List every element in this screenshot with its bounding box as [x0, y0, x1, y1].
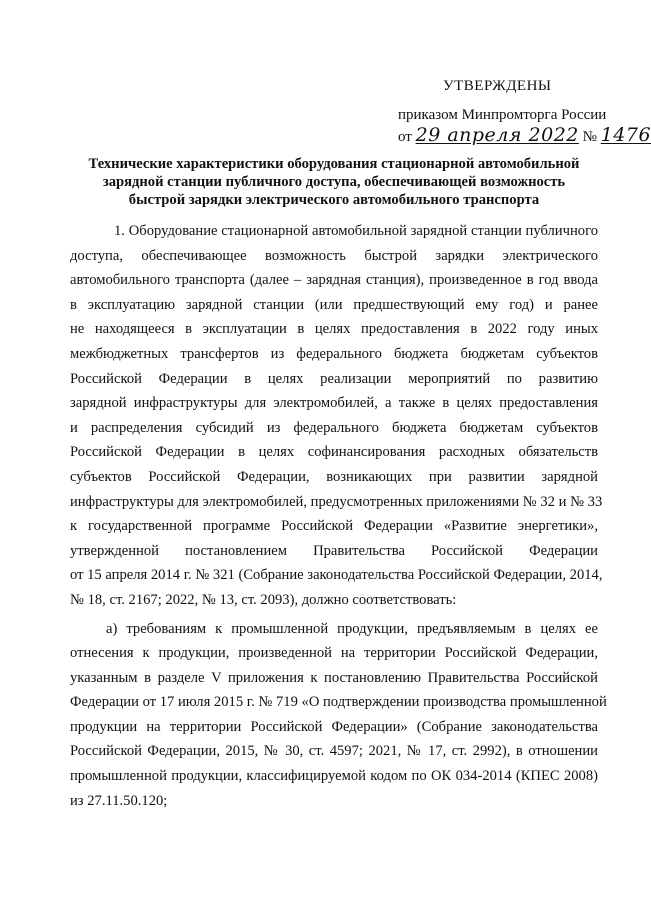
paragraph-line: 1. Оборудование стационарной автомобильной зарядной станции публичного — [114, 223, 598, 239]
paragraph-line: зарядной инфраструктуры для электромобилей, а также в целях предоставления — [70, 395, 598, 412]
item-a-line: указанным в разделе V приложения к постановлению Правительства Российской — [70, 669, 598, 686]
item-a-line: из 27.11.50.120; — [70, 792, 168, 809]
paragraph-line: инфраструктуры для электромобилей, предусмотренных приложениями № 32 и № 33 — [70, 493, 603, 510]
document-body — [70, 219, 607, 813]
item-a-line: отнесения к продукции, произведенной на территории Российской Федерации, — [70, 645, 598, 662]
from-prefix: от — [398, 129, 412, 145]
item-a-line: а) требованиям к промышленной продукции, предъявляемым в целях ее — [106, 620, 598, 637]
item-a-line: Российской Федерации, 2015, № 30, ст. 4597; 2021, № 17, ст. 2992), в отношении — [70, 743, 598, 760]
paragraph-line: к государственной программе Российской Федерации «Развитие энергетики», — [70, 518, 598, 535]
title-line: Технические характеристики оборудования стационарной автомобильной — [88, 156, 580, 172]
order-date-line — [398, 124, 651, 146]
item-a-line: промышленной продукции, классифицируемой кодом по ОК 034-2014 (КПЕС 2008) — [70, 768, 598, 785]
handwritten-number: 1476 — [600, 124, 651, 146]
item-a-line: Федерации от 17 июля 2015 г. № 719 «О подтверждении производства промышленной — [70, 694, 607, 711]
order-reference: приказом Минпромторга России — [398, 107, 607, 123]
paragraph-line: в эксплуатацию зарядной станции (или предшествующий ему год) и ранее — [70, 296, 598, 313]
paragraph-line: автомобильного транспорта (далее – зарядная станция), произведенное в год ввода — [70, 272, 598, 289]
document-title — [70, 155, 598, 209]
paragraph-line: доступа, обеспечивающее возможность быстрой зарядки электрического — [70, 247, 598, 264]
title-line: быстрой зарядки электрического автомобильного транспорта — [128, 192, 540, 208]
paragraph-line: № 18, ст. 2167; 2022, № 13, ст. 2093), должно соответствовать: — [70, 591, 457, 608]
paragraph-line: утвержденной постановлением Правительства Российской Федерации — [70, 542, 598, 559]
paragraph-line: межбюджетных трансфертов из федерального бюджета бюджетам субъектов — [70, 345, 598, 362]
approved-heading: УТВЕРЖДЕНЫ — [443, 78, 552, 94]
item-a-line: продукции на территории Российской Федерации» (Собрание законодательства — [70, 718, 598, 735]
paragraph-line: субъектов Российской Федерации, возникающих при развитии зарядной — [70, 468, 598, 485]
paragraph-line: Российской Федерации в целях софинансирования расходных обязательств — [70, 444, 598, 461]
paragraph-line: от 15 апреля 2014 г. № 321 (Собрание законодательства Российской Федерации, 2014, — [70, 567, 603, 584]
title-line: зарядной станции публичного доступа, обеспечивающей возможность — [102, 174, 566, 190]
number-prefix: № — [582, 129, 597, 145]
paragraph-line: и распределения субсидий из федерального бюджета бюджетам субъектов — [70, 419, 598, 436]
paragraph-line: Российской Федерации в целях реализации мероприятий по развитию — [70, 370, 598, 387]
paragraph-line: не находящееся в эксплуатации в целях предоставления в 2022 году иных — [70, 321, 598, 338]
handwritten-date: 29 апреля 2022 — [415, 124, 579, 146]
